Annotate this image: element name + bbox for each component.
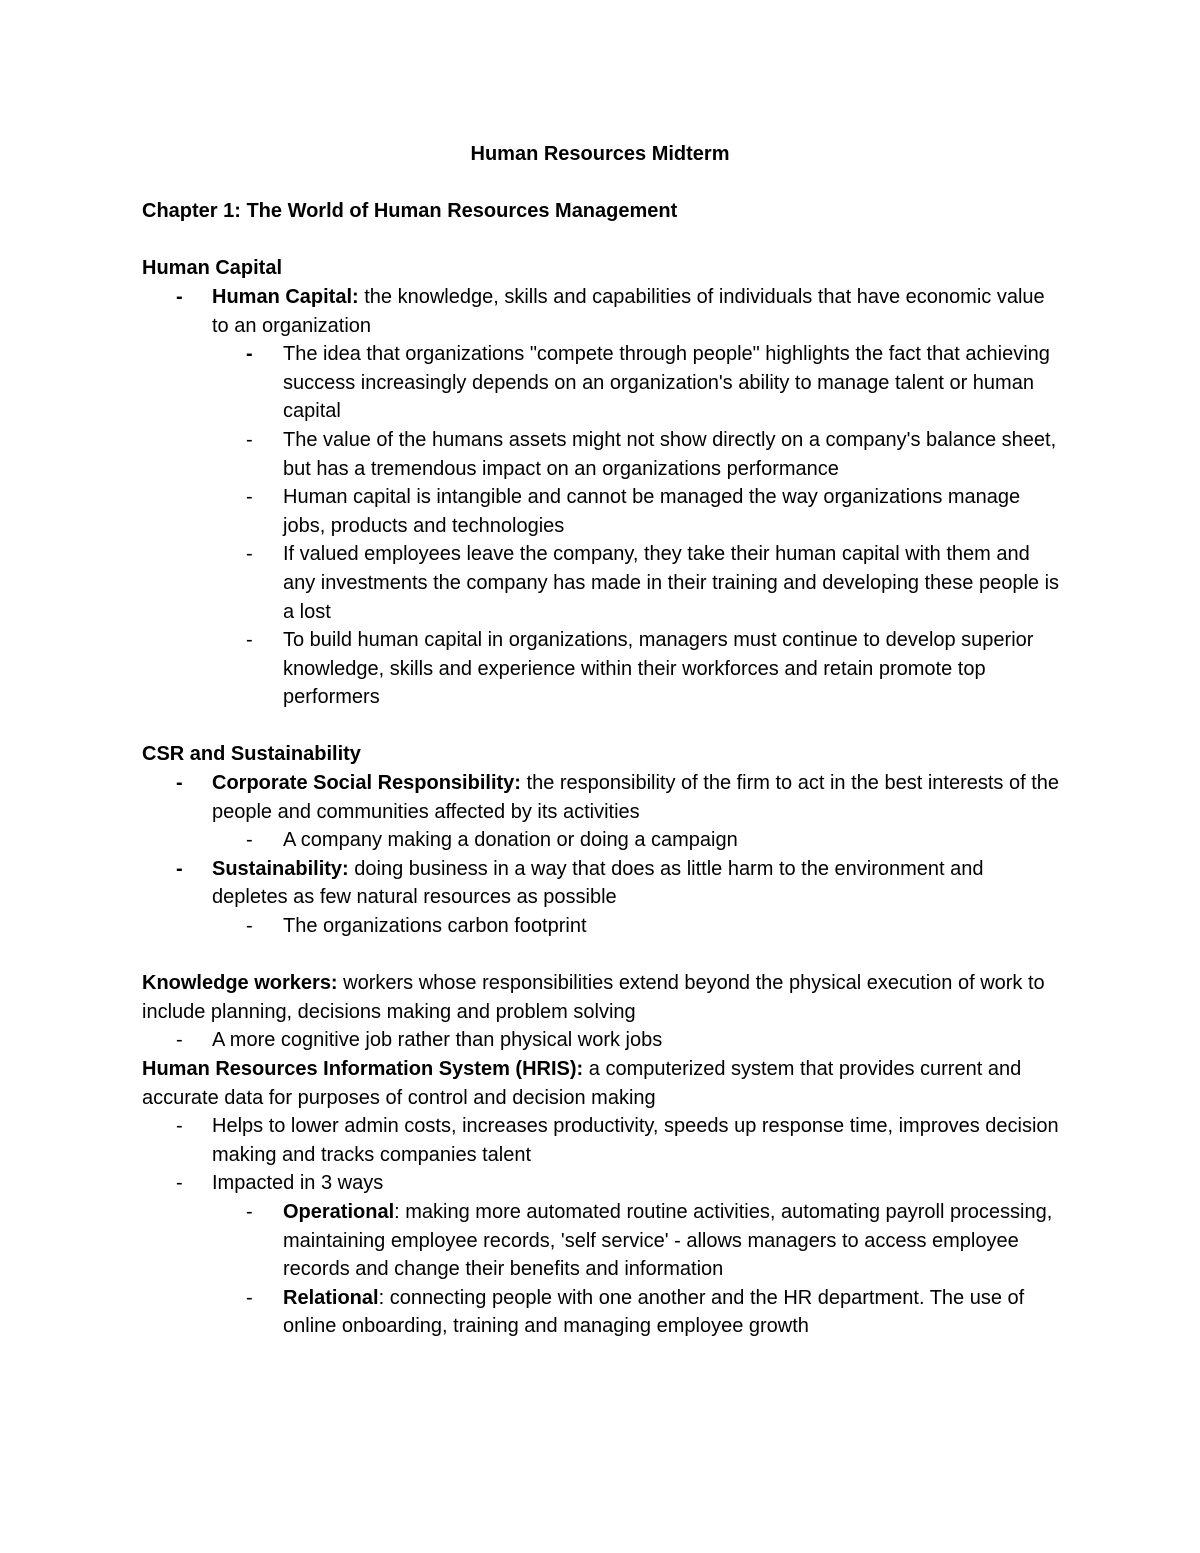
point-text: To build human capital in organizations, managers must continue to develop superior knowledge, skills and experience within their workforces and retain promote top performers bbox=[283, 629, 1034, 709]
definition-human-capital: the knowledge, skills and capabilities of individuals that have economic value to an organization bbox=[212, 285, 1045, 337]
point-text: Human capital is intangible and cannot be managed the way organizations manage jobs, products and technologies bbox=[283, 486, 1021, 537]
point-text: A more cognitive job rather than physical work jobs bbox=[212, 1029, 663, 1052]
term-csr: Corporate Social Responsibility: bbox=[212, 772, 521, 795]
definition-knowledge-workers: workers whose responsibilities extend beyond the physical execution of work to include planning, decisions making and problem solving bbox=[142, 972, 1045, 1023]
list-item bbox=[142, 1284, 1062, 1341]
hris-paragraph bbox=[142, 1055, 1062, 1112]
knowledge-workers-list bbox=[142, 1026, 1062, 1055]
list-item bbox=[142, 483, 1062, 540]
bullet-dash: - bbox=[246, 829, 253, 852]
bullet-dash: - bbox=[176, 1029, 183, 1052]
bullet-dash: - bbox=[176, 1115, 183, 1138]
document-title: Human Resources Midterm bbox=[470, 143, 730, 165]
list-item bbox=[142, 769, 1062, 855]
csr-list bbox=[142, 769, 1062, 941]
term-hris: Human Resources Information System (HRIS): bbox=[142, 1058, 584, 1080]
point-text: The organizations carbon footprint bbox=[283, 915, 587, 938]
bullet-dash: - bbox=[176, 857, 183, 880]
bullet-dash: - bbox=[246, 543, 253, 566]
bullet-dash: - bbox=[246, 486, 253, 509]
human-capital-list bbox=[142, 283, 1062, 712]
list-item bbox=[142, 626, 1062, 712]
bullet-dash: - bbox=[176, 285, 183, 308]
bullet-dash: - bbox=[246, 915, 253, 938]
point-text: A company making a donation or doing a campaign bbox=[283, 829, 738, 852]
term-sustainability: Sustainability: bbox=[212, 857, 349, 880]
point-text: The idea that organizations "compete through people" highlights the fact that achieving success increasingly depends on an organization's ability to manage talent or human capital bbox=[283, 343, 1050, 423]
hris-ways-sublist bbox=[142, 1198, 1062, 1341]
list-item bbox=[142, 855, 1062, 941]
chapter-heading: Chapter 1: The World of Human Resources Management bbox=[142, 200, 678, 223]
list-item bbox=[142, 540, 1062, 626]
bullet-dash: - bbox=[246, 343, 253, 366]
list-item bbox=[142, 1026, 1062, 1055]
section-heading-human-capital: Human Capital bbox=[142, 257, 283, 280]
bullet-dash: - bbox=[246, 1200, 253, 1223]
definition-operational: : making more automated routine activities, automating payroll processing, maintaining employee records, 'self service' - allows managers to access employee records and change their benefits and information bbox=[283, 1200, 1053, 1281]
list-item bbox=[142, 912, 1062, 941]
point-text: If valued employees leave the company, they take their human capital with them and any investments the company has made in their training and developing these people is a lost bbox=[283, 543, 1060, 623]
list-item bbox=[142, 340, 1062, 426]
knowledge-workers-paragraph bbox=[142, 969, 1062, 1026]
list-item bbox=[142, 1198, 1062, 1284]
definition-sustainability: doing business in a way that does as little harm to the environment and depletes as few natural resources as possible bbox=[212, 857, 984, 909]
list-item bbox=[142, 283, 1062, 712]
hris-list bbox=[142, 1112, 1062, 1341]
spacer bbox=[142, 712, 1062, 741]
term-human-capital: Human Capital: bbox=[212, 285, 359, 308]
point-text: Helps to lower admin costs, increases productivity, speeds up response time, improves decision making and tracks companies talent bbox=[212, 1115, 1059, 1166]
definition-relational: : connecting people with one another and the HR department. The use of online onboarding, training and managing employee growth bbox=[283, 1286, 1025, 1338]
definition-csr: the responsibility of the firm to act in the best interests of the people and communities affected by its activities bbox=[212, 772, 1059, 823]
bullet-dash: - bbox=[246, 1286, 253, 1309]
list-item bbox=[142, 1112, 1062, 1169]
bullet-dash: - bbox=[176, 1172, 183, 1195]
section-heading-csr: CSR and Sustainability bbox=[142, 743, 361, 766]
list-item bbox=[142, 826, 1062, 855]
document-content bbox=[142, 140, 1062, 1341]
bullet-dash: - bbox=[176, 772, 183, 795]
csr-sublist bbox=[142, 826, 1062, 855]
term-knowledge-workers: Knowledge workers: bbox=[142, 972, 338, 995]
bullet-dash: - bbox=[246, 428, 253, 451]
bullet-dash: - bbox=[246, 629, 253, 652]
list-item bbox=[142, 1169, 1062, 1341]
spacer bbox=[142, 941, 1062, 970]
term-operational: Operational bbox=[283, 1200, 395, 1223]
point-text: Impacted in 3 ways bbox=[212, 1172, 384, 1195]
list-item bbox=[142, 426, 1062, 483]
human-capital-sublist bbox=[142, 340, 1062, 712]
term-relational: Relational bbox=[283, 1286, 379, 1309]
point-text: The value of the humans assets might not show directly on a company's balance sheet, but has a tremendous impact on an organizations performance bbox=[283, 428, 1057, 480]
sustainability-sublist bbox=[142, 912, 1062, 941]
definition-hris: a computerized system that provides current and accurate data for purposes of control and decision making bbox=[142, 1058, 1022, 1109]
